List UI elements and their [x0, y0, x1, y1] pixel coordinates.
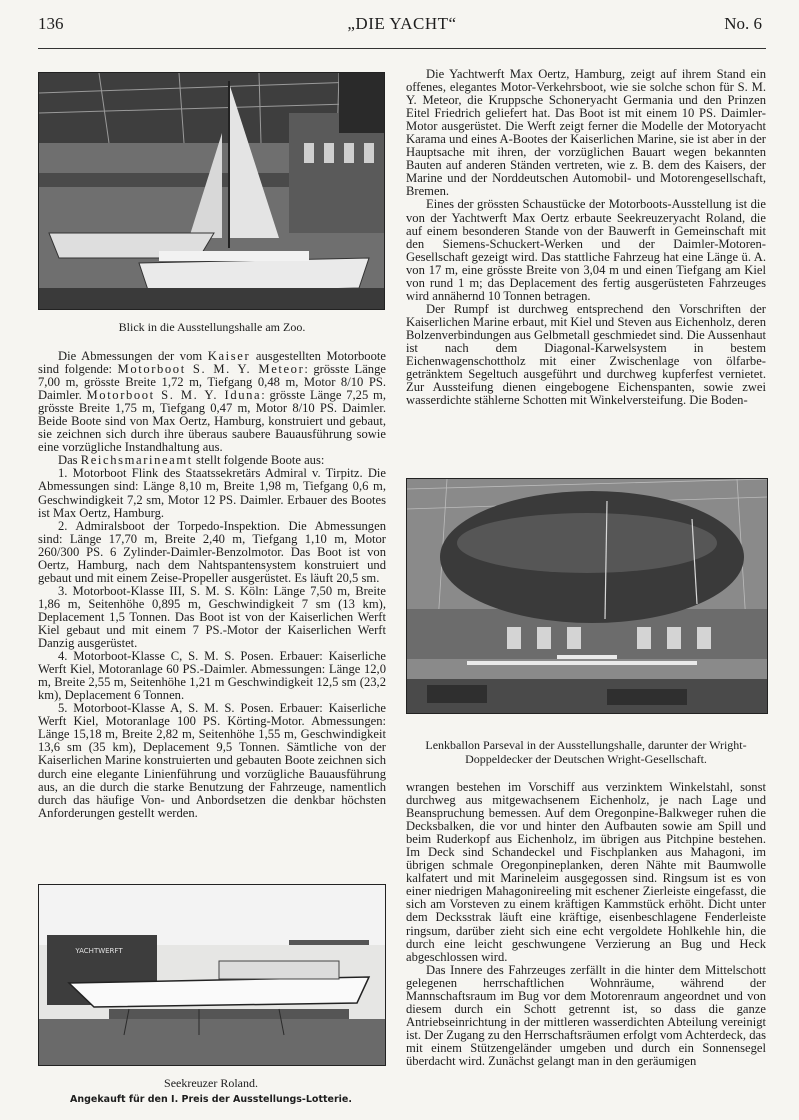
paragraph-boat-1: 1. Motorboot Flink des Staatssekretärs Admiral v. Tirpitz. Die Abmessungen sind: Länge 8,10 m, Breite 1,98 m, Tiefgang 0,6 m, Geschwindigkeit 7,2 sm, Motor 12 PS. Daimler. Erbauer des Bootes ist Max Oertz, Hamburg.	[38, 466, 386, 520]
right-column-bottom	[406, 781, 766, 1068]
paragraph-kaiser-boats: Die Abmessungen der vom Kaiser ausgestellten Motorboote sind folgende: Motorboot S. M. Y. Meteor: grösste Länge 7,00 m, grösste Breite 1,72 m, Tiefgang 0,48 m, Motor 8/10 PS. Daimler. Motorboot S. M. Y. Iduna: grösste Länge 7,25 m, grösste Breite 1,75 m, Tiefgang 0,47 m, Motor 8/10 PS. Daimler. Beide Boote sind von Max Oertz, Hamburg, konstruiert und gebaut, sie zeichnen sich durch ihre überaus saubere Bauausführung sowie eine vorzügliche Instandhaltung aus.	[38, 349, 386, 455]
paragraph-reichsmarineamt: Das Reichsmarineamt stellt folgende Boote aus:	[58, 453, 325, 468]
paragraph-boat-5: 5. Motorboot-Klasse A, S. M. S. Posen. Erbauer: Kaiserliche Werft Kiel, Motoranlage 100 PS. Körting-Motor. Abmessungen: Länge 15,18 m, Breite 2,82 m, Seitenhöhe 1,55 m, Geschwindigkeit 13,6 sm (35 km), Deplacement 9,5 Tonnen. Sämtliche von der Kaiserlichen Marine konstruierten und gebauten Boote zeichnen sich durch eine elegante Linienführung und vorzügliche Bauausführung aus, an die durch die starke Benutzung der Fahrzeuge, namentlich durch das häufige Von- und Anbordsetzen die denkbar höchsten Anforderungen gestellt werden.	[38, 701, 386, 820]
page-number: 136	[38, 14, 64, 33]
paragraph-oertz-shipyard: Die Yachtwerft Max Oertz, Hamburg, zeigt auf ihrem Stand ein offenes, elegantes Motor-Verkehrsboot, wie sie solche schon für S. M. Y. Meteor, die Kruppsche Schoneryacht Germania und den Prinzen Eitel Friedrich geliefert hat. Das Boot ist mit einem 10 PS. Daimler-Motor ausgerüstet. Die Werft zeigt ferner die Modelle der Motoryacht Karama und eines A-Bootes der Kaiserlichen Marine, sie ist aber in der Hauptsache mit ihren, der vorzüglichen Bauart wegen bekannten Bauten auf anderen Ständen vertreten, wie z. B. dem des Kaisers, der Marine und der Norddeutschen Automobil- und Motorengesellschaft, Bremen.	[406, 67, 766, 199]
caption-cruiser-lottery: Angekauft für den I. Preis der Ausstellungs-Lotterie.	[70, 1094, 352, 1105]
paragraph-interior: Das Innere des Fahrzeuges zerfällt in die hinter dem Mittelschott gelegenen herrschaftlichen Wohnräume, während der Mannschaftsraum im Bug vor dem Motorenraum angeordnet und von diesem durch ein Schott getrennt ist, so dass die ganze Antriebseinrichtung in der mittleren wasserdichten Abteilung vereinigt ist. Der Zugang zu den Herrschaftsräumen erfolgt vom Achterdeck, das mit einem Stützengeländer umgeben und durch ein Sonnensegel überdacht wird. Zunächst gelangt man in den geräumigen	[406, 962, 766, 1068]
shipyard-sign-text: YACHTWERFT	[75, 947, 123, 955]
caption-cruiser-roland: Seekreuzer Roland.	[164, 1076, 258, 1090]
photo-airship-parseval	[406, 478, 768, 714]
caption-exhibition-hall: Blick in die Ausstellungshalle am Zoo.	[118, 320, 306, 334]
issue-number: No. 6	[724, 14, 762, 33]
paragraph-boat-2: 2. Admiralsboot der Torpedo-Inspektion. Die Abmessungen sind: Länge 17,70 m, Breite 2,40 m, Tiefgang 1,10 m, Motor 260/300 PS. 6 Zylinder-Daimler-Benzolmotor. Das Boot ist von Oertz, Hamburg, nach dem Nahtspantensystem konstruiert und gebaut und mit einem Zeise-Propeller ausgerüstet. Es läuft 20,5 sm.	[38, 518, 386, 585]
paragraph-boat-4: 4. Motorboot-Klasse C, S. M. S. Posen. Erbauer: Kaiserliche Werft Kiel, Motoranlage 60 PS.-Daimler. Abmessungen: Länge 12,0 m, Breite 2,55 m, Seitenhöhe 1,21 m Geschwindigkeit 12,5 sm (23,2 km), Deplacement 6 Tonnen.	[38, 649, 386, 703]
paragraph-roland: Eines der grössten Schaustücke der Motorboots-Ausstellung ist die von der Yachtwerft Max Oertz erbaute Seekreuzeryacht Roland, die auf einem besonderen Stande von der Bauwerft in Gemeinschaft mit den Siemens-Schuckert-Werken und der Daimler-Motoren-Gesellschaft gezeigt wird. Das stattliche Fahrzeug hat eine Länge ü. A. von 17 m, eine grösste Breite von 3,04 m und einen Tiefgang am Kiel von rund 1 m; das Deplacement des fertig ausgerüsteten Fahrzeuges wird annähernd 10 Tonnen betragen.	[406, 197, 766, 303]
journal-title: „DIE YACHT“	[347, 14, 457, 33]
caption-airship: Lenkballon Parseval in der Ausstellungshalle, darunter der Wright-Doppeldecker der Deutschen Wright-Gesellschaft.	[425, 738, 747, 766]
photo-exhibition-hall	[38, 72, 385, 310]
paragraph-boat-3: 3. Motorboot-Klasse III, S. M. S. Köln: Länge 7,50 m, Breite 1,86 m, Seitenhöhe 0,895 m, Geschwindigkeit 7 sm (13 km), Deplacement 1,5 Tonnen. Das Boot ist von der Kaiserlichen Werft Kiel gebaut und mit einem 7 PS.-Motor der Kaiserlichen Werft Danzig ausgerüstet.	[38, 583, 386, 651]
paragraph-hull: Der Rumpf ist durchweg entsprechend den Vorschriften der Kaiserlichen Marine erbaut, mit Kiel und Steven aus Eichenholz, deren Bolzenverbindungen aus Gelbmetall geschmiedet sind. Die Aussenhaut ist nach dem Diagonal-Karwelsystem in bestem Eichenwagenschottholz mit einer Zwischenlage von ölfarbe-getränktem Segeltuch ausgeführt und durchweg kupferfest vernietet. Zur Aussteifung dienen eingebogene Eichenspanten, sowie zwei wasserdichte stählerne Schotten mit Winkelversteifung. Die Boden-	[406, 301, 766, 408]
photo-cruiser-roland	[38, 884, 386, 1066]
left-column	[38, 350, 386, 820]
paragraph-floor-frames: wrangen bestehen im Vorschiff aus verzinktem Winkelstahl, sonst durchweg aus mitgewachsenem Eichenholz, je nach Lage und Beanspruchung bemessen. Auf dem Oregonpine-Balkweger ruhen die Decksbalken, die vor und hinter den Aufbauten sowie am Spill und beim Ruderkopf aus Eichenholz, im übrigen aus Pitchpine bestehen. Im Deck sind Schandeckel und Fischplanken aus Mahagoni, im übrigen schmale Oregonpineplanken, deren Nähte mit Baumwolle kalfatert und mit Marineleim ausgegossen sind. Ringsum ist es von einer niedrigen Mahagonireeling mit eschener Zierleiste eingefasst, die sich am Vorsteven zu einem kräftigen Kammstück erhöht. Dicht unter dem Decksstrak läuft eine kräftige, eisenbeschlagene Fenderleiste ringsum, darüber zieht sich eine echt vergoldete Hohlkehle hin, die durch eine leicht geschwungene Verzierung an Bug und Heck abgeschlossen wird.	[406, 780, 766, 964]
page-header	[38, 14, 766, 42]
header-rule	[38, 48, 766, 49]
right-column-top	[406, 68, 766, 407]
